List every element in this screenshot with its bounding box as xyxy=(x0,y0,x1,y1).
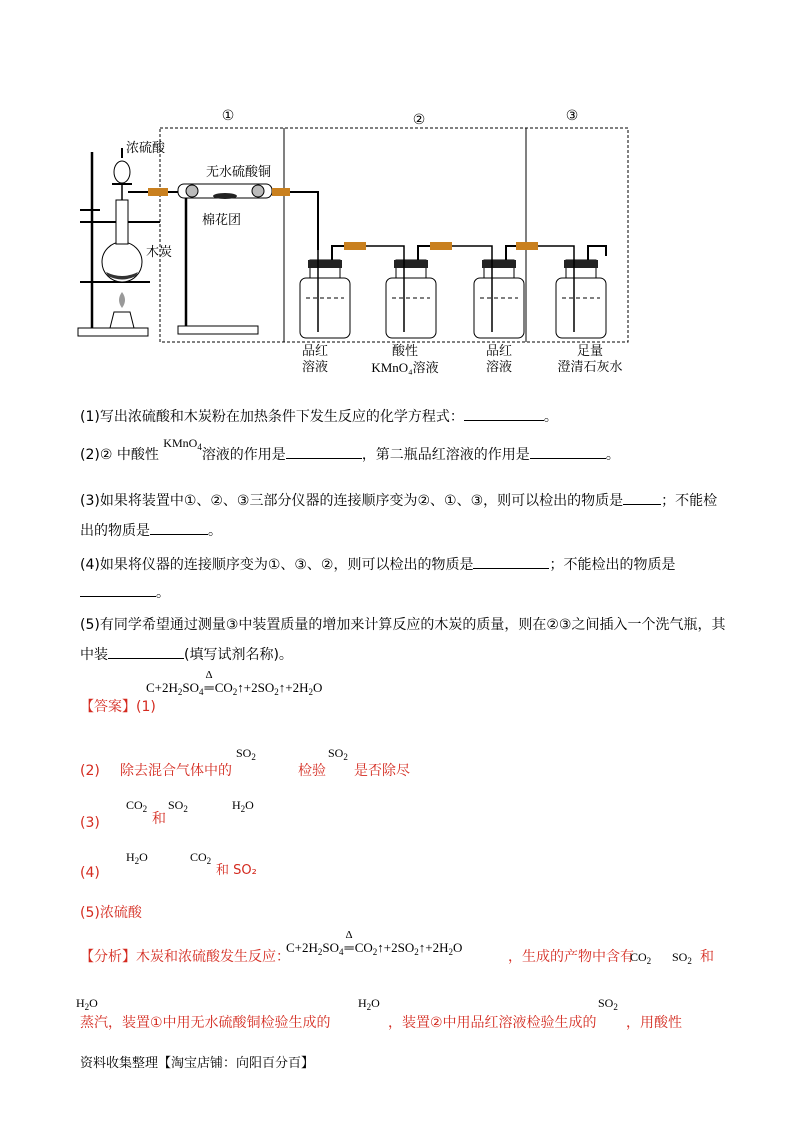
section-label-3: ③ xyxy=(565,108,579,124)
label-charcoal: 木炭 xyxy=(146,245,173,260)
question-3: (3)如果将装置中①、②、③三部分仪器的连接顺序变为②、①、③，则可以检出的物质是 ；不能检 xyxy=(80,490,730,512)
analysis-t3: 和 xyxy=(700,949,714,965)
mol-co2-a3: $CO_2$ xyxy=(126,798,148,814)
bottle-3 xyxy=(452,246,524,338)
question-2: (2)② 中酸性 KMnO$_4$溶液的作用是 ，第二瓶品红溶液的作用是 。 xyxy=(80,436,620,463)
rubber-joint-1 xyxy=(148,188,168,196)
bottle-1 xyxy=(300,246,350,338)
mol-co2-a4: $CO_2$ xyxy=(190,850,212,866)
mol-h2o-a4: $H_2O$ xyxy=(126,850,148,866)
section-label-1: ① xyxy=(221,108,235,124)
answer-4-and: 和 SO₂ xyxy=(216,863,257,878)
label-cotton: 棉花团 xyxy=(202,213,242,228)
rubber-joint-2 xyxy=(272,188,290,196)
footer-text: 资料收集整理【淘宝店铺：向阳百分百】 xyxy=(80,1056,315,1071)
bottle-4 xyxy=(538,246,606,338)
mol-so2-an: $SO_2$ xyxy=(672,950,692,966)
mol-h2o-a3: $H_2O$ xyxy=(232,798,254,814)
cotton-ball-1 xyxy=(186,185,198,197)
equation-analysis: $C+2H_2SO_4$ Δ $═CO_2↑+2SO_2↑+2H_2O$ xyxy=(286,929,463,957)
question-5-cont: 中装 (填写试剂名称)。 xyxy=(80,644,293,666)
bottle-label-2: 酸性 KMnO₄溶液 xyxy=(371,344,439,375)
blank-q4-2[interactable] xyxy=(80,582,156,597)
rubber-joint-5 xyxy=(516,242,538,250)
mol-co2-an: $CO_2$ xyxy=(630,950,652,966)
rubber-joint-3 xyxy=(344,242,366,250)
bottle-2 xyxy=(366,246,436,338)
analysis-line-1: 【分析】木炭和浓硫酸发生反应： xyxy=(80,949,290,965)
analysis-t5: ，装置②中用品红溶液检验生成的 xyxy=(388,1015,597,1031)
bottle-label-4: 足量 澄清石灰水 xyxy=(557,344,623,375)
answer-4-num: (4) xyxy=(80,865,100,881)
question-5: (5)有同学希望通过测量③中装置质量的增加来计算反应的木炭的质量，则在②③之间插入一个洗气瓶，其 xyxy=(80,617,726,633)
mol-h2o-an-1: $H_2O$ xyxy=(76,996,98,1012)
stand-base-left xyxy=(78,328,148,336)
mol-so2-a2-1: $SO_2$ xyxy=(236,746,256,762)
question-4: (4)如果将仪器的连接顺序变为①、③、②，则可以检出的物质是 ；不能检出的物质是 xyxy=(80,554,675,576)
blank-q4-1[interactable] xyxy=(473,554,549,569)
answer-2-text1: 除去混合气体中的 xyxy=(120,763,232,779)
question-4-cont: 。 xyxy=(80,582,170,604)
question-3-cont: 出的物质是 。 xyxy=(80,520,222,542)
answer-1: 【答案】(1) xyxy=(80,699,156,715)
analysis-t6: ，用酸性 xyxy=(626,1015,682,1031)
section-label-2: ② xyxy=(412,112,426,128)
mol-so2-an-2: $SO_2$ xyxy=(598,996,618,1012)
flame xyxy=(119,292,125,308)
label-conc-acid: 浓硫酸 xyxy=(126,141,166,156)
blank-q5[interactable] xyxy=(108,644,184,659)
bottle-label-3: 品红 溶液 xyxy=(485,344,512,375)
mol-so2-a2-2: $SO_2$ xyxy=(328,746,348,762)
answer-3-and: 和 xyxy=(152,811,166,827)
answer-2-text3: 是否除尽 xyxy=(354,763,410,779)
blank-q1[interactable] xyxy=(464,406,544,421)
mol-h2o-an-2: $H_2O$ xyxy=(358,996,380,1012)
bottle-label-1: 品红 溶液 xyxy=(301,344,328,375)
equation-answer-1: $C+2H_2SO_4$ Δ $═CO_2↑+2SO_2↑+2H_2O$ xyxy=(146,669,323,697)
answer-3-num: (3) xyxy=(80,815,100,831)
cuso4-powder xyxy=(213,193,237,199)
blank-q3-2[interactable] xyxy=(150,520,208,535)
answer-5: (5)浓硫酸 xyxy=(80,905,142,921)
answer-2-num: (2) xyxy=(80,763,100,779)
label-anhydrous-cuso4: 无水硫酸铜 xyxy=(206,165,272,180)
blank-q2-2[interactable] xyxy=(530,444,606,459)
tube-2 xyxy=(290,192,318,250)
rubber-joint-4 xyxy=(430,242,452,250)
analysis-t2: ，生成的产物中含有 xyxy=(508,949,634,965)
answer-2-text2: 检验 xyxy=(298,763,326,779)
analysis-t4: 蒸汽，装置①中用无水硫酸铜检验生成的 xyxy=(80,1015,331,1031)
mol-so2-a3: $SO_2$ xyxy=(168,798,188,814)
stand-base-right xyxy=(178,326,258,334)
separatory-funnel xyxy=(114,161,130,183)
blank-q2-1[interactable] xyxy=(286,444,362,459)
question-1: (1)写出浓硫酸和木炭粉在加热条件下发生反应的化学方程式： 。 xyxy=(80,406,558,428)
alcohol-lamp xyxy=(110,312,134,328)
cotton-ball-2 xyxy=(252,185,264,197)
blank-q3-1[interactable] xyxy=(623,490,661,505)
